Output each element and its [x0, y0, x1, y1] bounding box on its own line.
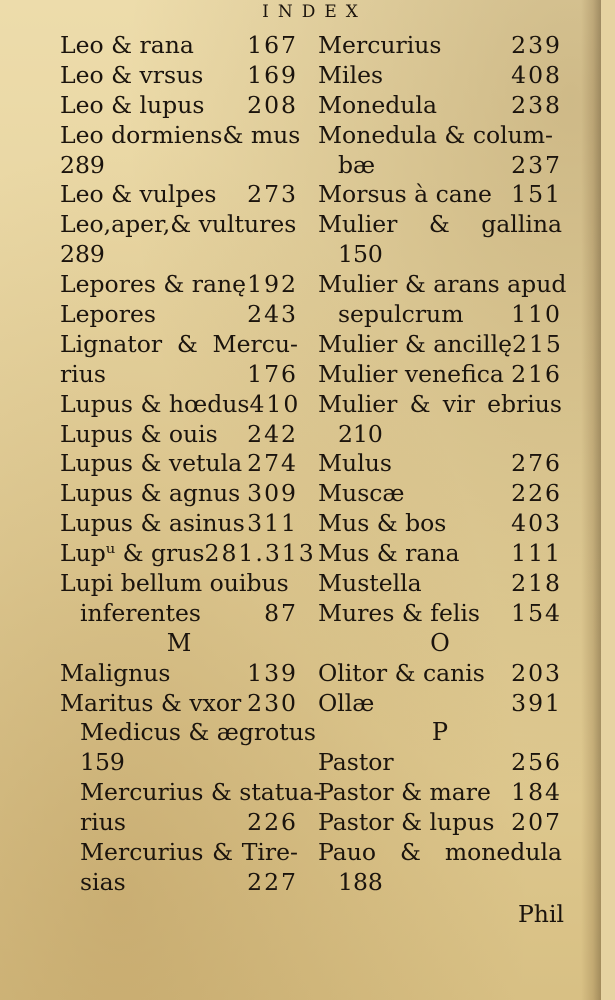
index-entry: Lupus & asinus 311	[60, 509, 298, 538]
index-entry: Ollæ 391	[318, 688, 562, 717]
index-entry: Monedula 238	[318, 90, 562, 119]
index-entry: Lepores 243	[60, 300, 298, 329]
index-entry: Lepores & ranę 192	[60, 270, 298, 299]
index-entry-continuation: 159	[80, 748, 125, 777]
index-entry: Mulier venefica 216	[318, 359, 562, 388]
running-head: INDEX	[262, 2, 367, 22]
index-entry-continuation: bæ 237	[338, 150, 562, 179]
index-column-right	[318, 31, 567, 898]
index-entry: Malignus 139	[60, 658, 298, 687]
index-entry-continuation: 188	[338, 867, 383, 896]
index-entry: Lupᵘ & grus 281.313	[60, 539, 316, 568]
index-entry: Leo & vrsus 169	[60, 60, 298, 89]
index-entry: Pastor & lupus 207	[318, 808, 562, 837]
index-entry: Olitor & canis 203	[318, 658, 562, 687]
index-entry: Pastor 256	[318, 748, 562, 777]
index-entry-continuation: 289	[60, 240, 105, 269]
index-entry: Muscæ 226	[318, 479, 562, 508]
section-letter-heading: M	[166, 628, 192, 657]
index-entry: Leo & rana 167	[60, 31, 298, 59]
index-entry: Lignator & Mercu-	[60, 329, 298, 358]
index-entry: Lupus & agnus 309	[60, 479, 298, 508]
index-entry: Leo & vulpes 273	[60, 180, 298, 209]
index-entry: Mercurius & Tire-	[80, 838, 298, 867]
index-entry: Mulier & gallina	[318, 210, 562, 239]
catchword: Phil	[518, 900, 564, 928]
index-entry: Pauo & monedula	[318, 838, 562, 867]
index-entry: Leo dormiens& mus	[60, 120, 301, 149]
index-entry: Lupus & hœdus 410	[60, 389, 301, 418]
index-entry-continuation: inferentes 87	[80, 598, 298, 627]
section-letter-heading: O	[430, 628, 450, 657]
index-entry-continuation: rius 176	[60, 359, 298, 388]
index-entry: Mus & bos 403	[318, 509, 562, 538]
index-entry: Lupus & vetula 274	[60, 449, 298, 478]
index-entry: Mercurius 239	[318, 31, 562, 59]
index-entry-continuation: 150	[338, 240, 383, 269]
index-entry: Monedula & colum-	[318, 120, 553, 149]
index-entry: Miles 408	[318, 60, 562, 89]
index-entry: Leo,aper,& vultures	[60, 210, 297, 239]
index-entry: Lupus & ouis 242	[60, 419, 298, 448]
index-entry: Morsus à cane 151	[318, 180, 562, 209]
index-entry: Mures & felis 154	[318, 598, 562, 627]
index-entry: Mus & rana 111	[318, 539, 562, 568]
index-entry-continuation: 289	[60, 150, 105, 179]
index-entry-continuation: rius 226	[80, 808, 298, 837]
index-entry: Mulier & ancillę 215	[318, 329, 563, 358]
index-entry-continuation: sias 227	[80, 867, 298, 896]
page-edge-shadow	[581, 0, 601, 1000]
index-entry: Pastor & mare 184	[318, 778, 562, 807]
index-entry: Mulier & arans apud	[318, 270, 567, 299]
index-entry-continuation: 210	[338, 419, 383, 448]
section-letter-heading: P	[431, 718, 449, 747]
index-entry-continuation: sepulcrum 110	[338, 300, 562, 329]
index-entry: Maritus & vxor 230	[60, 688, 298, 717]
index-entry: Medicus & ægrotus	[80, 718, 316, 747]
index-entry: Mulus 276	[318, 449, 562, 478]
index-entry: Lupi bellum ouibus	[60, 569, 289, 598]
index-column-left	[60, 31, 322, 898]
index-entry: Leo & lupus 208	[60, 90, 298, 119]
index-entry: Mulier & vir ebrius	[318, 389, 562, 418]
index-entry: Mercurius & statua-	[80, 778, 322, 807]
index-entry: Mustella 218	[318, 569, 562, 598]
